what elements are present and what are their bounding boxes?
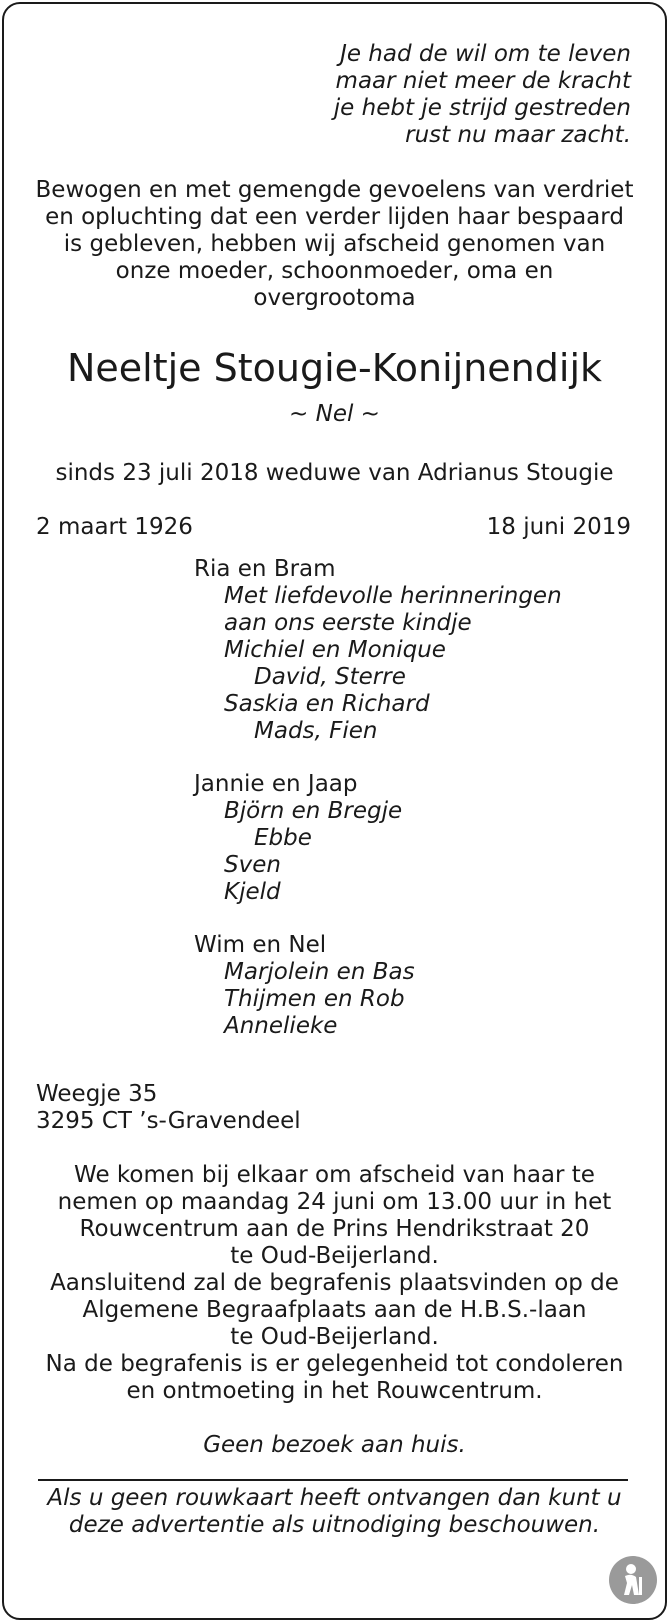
- family-line: Marjolein en Bas: [224, 959, 415, 985]
- address-city: 3295 CT ’s-Gravendeel: [36, 1108, 301, 1134]
- poem-line: je hebt je strijd gestreden: [333, 95, 631, 121]
- ceremony-line: Rouwcentrum aan de Prins Hendrikstraat 20: [79, 1216, 590, 1242]
- family-line: Ria en Bram: [194, 556, 336, 582]
- family-line: Mads, Fien: [254, 718, 378, 744]
- ceremony-line: Na de begrafenis is er gelegenheid tot condoleren: [45, 1351, 624, 1377]
- poem-line: Je had de wil om te leven: [340, 41, 631, 67]
- poem-line: maar niet meer de kracht: [335, 68, 631, 94]
- family-line: Thijmen en Rob: [224, 986, 405, 1012]
- deceased-name: Neeltje Stougie-Konijnendijk: [66, 346, 603, 390]
- ceremony-line: en ontmoeting in het Rouwcentrum.: [126, 1378, 543, 1404]
- family-line: David, Sterre: [254, 664, 406, 690]
- family-line: Björn en Bregje: [224, 798, 403, 824]
- poem-line: rust nu maar zacht.: [405, 122, 631, 148]
- birth-date: 2 maart 1926: [36, 514, 193, 540]
- footer-line: Als u geen rouwkaart heeft ontvangen dan kunt u: [47, 1485, 622, 1511]
- ceremony-line: Aansluitend zal de begrafenis plaatsvinden op de: [50, 1270, 619, 1296]
- intro-line: Bewogen en met gemengde gevoelens van verdriet: [35, 177, 634, 203]
- intro-line: overgrootoma: [253, 285, 416, 311]
- address-street: Weegje 35: [36, 1081, 158, 1107]
- family-line: aan ons eerste kindje: [224, 610, 472, 636]
- nickname: ~ Nel ~: [289, 401, 380, 427]
- family-line: Saskia en Richard: [224, 691, 430, 717]
- divider: [38, 1479, 628, 1481]
- family-line: Met liefdevolle herinneringen: [224, 583, 562, 609]
- ceremony-line: We komen bij elkaar om afscheid van haar te: [74, 1162, 595, 1188]
- ceremony-line: te Oud-Beijerland.: [230, 1324, 439, 1350]
- family-line: Jannie en Jaap: [194, 771, 358, 797]
- no-visit-note: Geen bezoek aan huis.: [203, 1432, 466, 1458]
- death-date: 18 juni 2019: [486, 514, 631, 540]
- family-line: Michiel en Monique: [224, 637, 446, 663]
- grieving-figure-icon: [608, 1555, 658, 1605]
- obituary-card: [2, 2, 667, 1620]
- family-line: Wim en Nel: [194, 932, 327, 958]
- family-line: Annelieke: [224, 1013, 338, 1039]
- footer-line: deze advertentie als uitnodiging beschouwen.: [68, 1512, 601, 1538]
- family-line: Sven: [224, 852, 281, 878]
- ceremony-line: Algemene Begraafplaats aan de H.B.S.-laan: [82, 1297, 587, 1323]
- widow-line: sinds 23 juli 2018 weduwe van Adrianus Stougie: [55, 460, 614, 486]
- intro-line: is gebleven, hebben wij afscheid genomen van: [63, 231, 606, 257]
- ceremony-line: te Oud-Beijerland.: [230, 1243, 439, 1269]
- intro-line: en opluchting dat een verder lijden haar bespaard: [45, 204, 624, 230]
- family-line: Kjeld: [224, 879, 281, 905]
- family-line: Ebbe: [254, 825, 312, 851]
- ceremony-line: nemen op maandag 24 juni om 13.00 uur in het: [57, 1189, 612, 1215]
- intro-line: onze moeder, schoonmoeder, oma en: [115, 258, 554, 284]
